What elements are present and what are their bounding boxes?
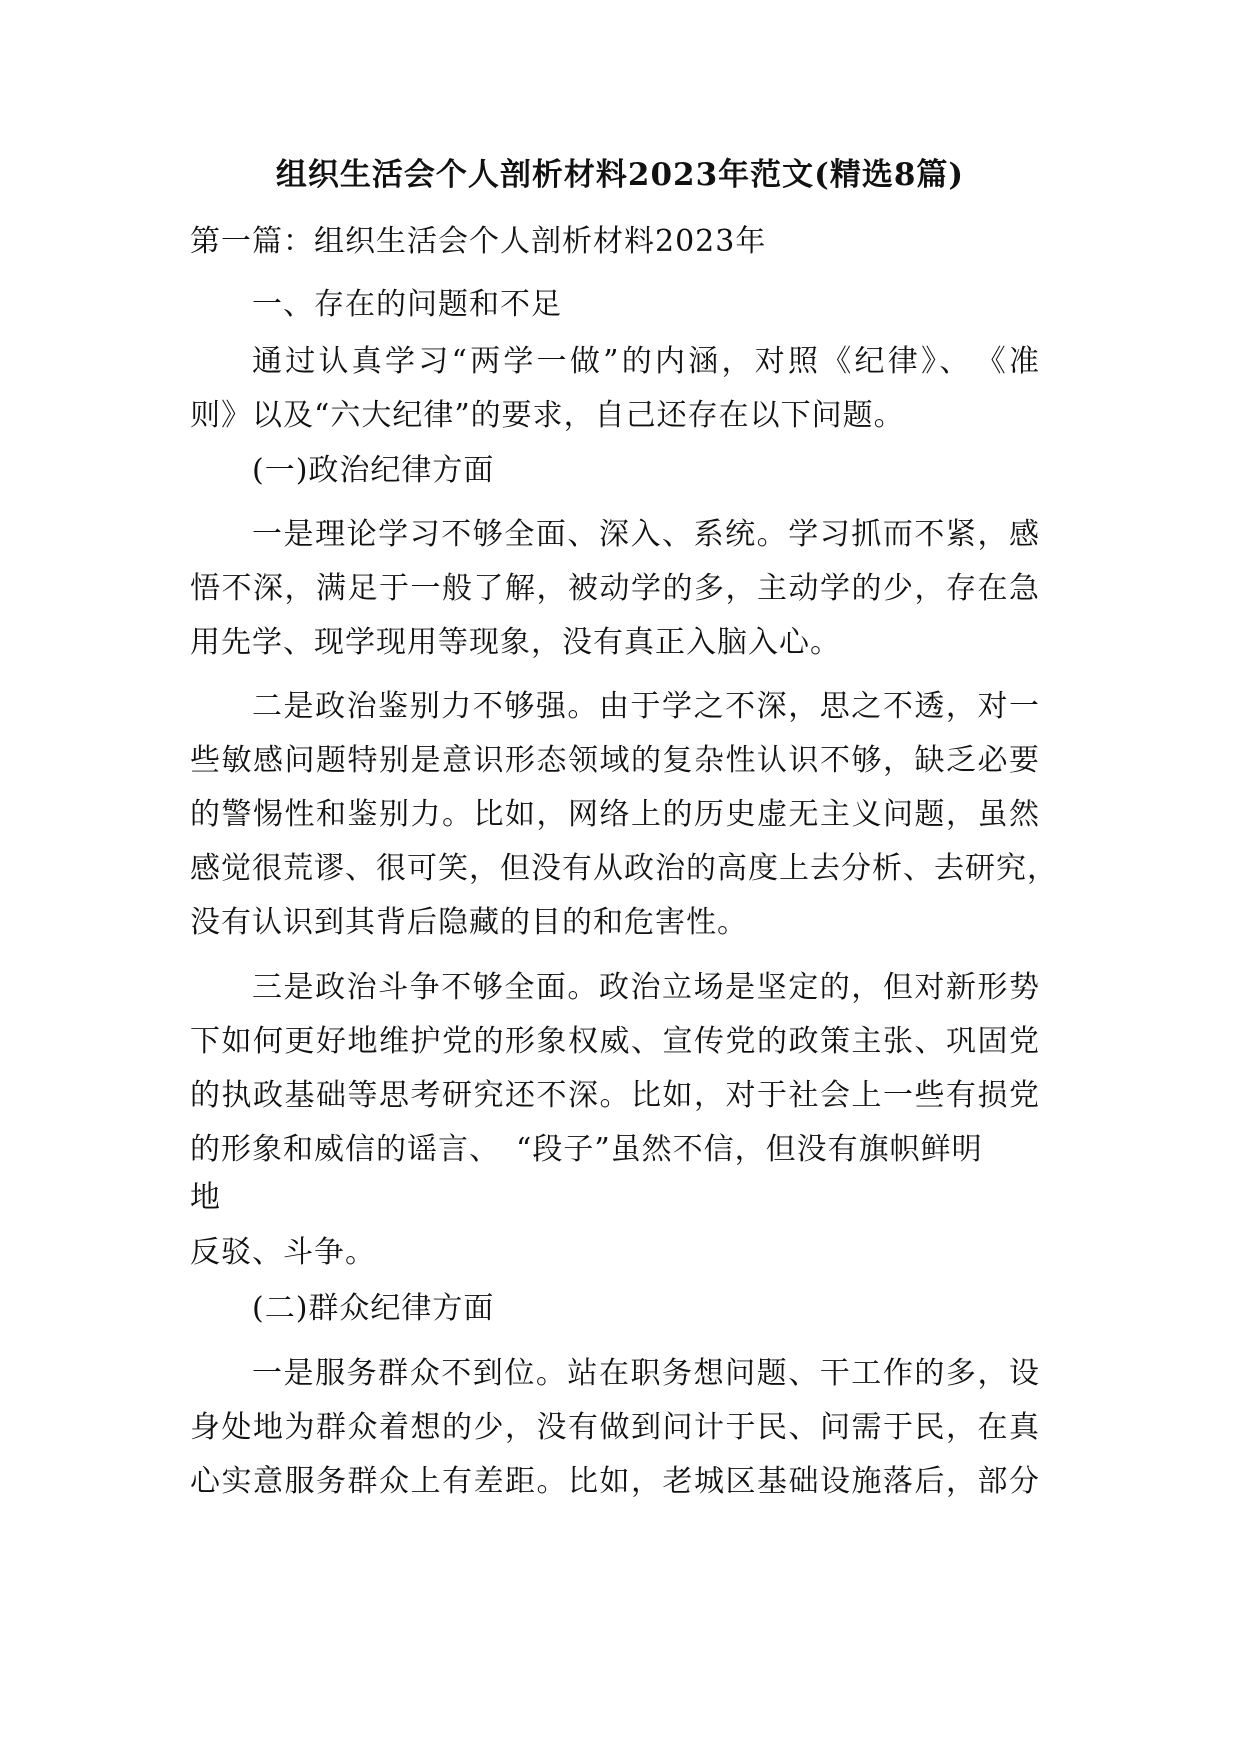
part-heading: 一、存在的问题和不足 bbox=[252, 287, 562, 322]
paragraph-1-line-2: 悟不深，满足于一般了解，被动学的多，主动学的少，存在急 bbox=[190, 571, 1040, 606]
paragraph-2-line-1: 二是政治鉴别力不够强。由于学之不深，思之不透，对一 bbox=[252, 689, 1040, 724]
paragraph-3-line-3: 的执政基础等思考研究还不深。比如，对于社会上一些有损党 bbox=[190, 1078, 1040, 1113]
paragraph-1-line-3: 用先学、现学现用等现象，没有真正入脑入心。 bbox=[190, 625, 841, 660]
paragraph-3-line-6: 反驳、斗争。 bbox=[190, 1235, 376, 1270]
paragraph-4-line-1: 一是服务群众不到位。站在职务想问题、干工作的多，设 bbox=[252, 1356, 1040, 1391]
paragraph-3-line-5: 地 bbox=[190, 1180, 221, 1215]
paragraph-3-line-4: 的形象和威信的谣言、 “段子”虽然不信，但没有旗帜鲜明 bbox=[190, 1132, 983, 1167]
paragraph-4-line-2: 身处地为群众着想的少，没有做到问计于民、问需于民，在真 bbox=[190, 1410, 1040, 1445]
paragraph-3-line-1: 三是政治斗争不够全面。政治立场是坚定的，但对新形势 bbox=[252, 970, 1040, 1005]
paragraph-2-line-2: 些敏感问题特别是意识形态领域的复杂性认识不够，缺乏必要 bbox=[190, 743, 1040, 778]
intro-line-1: 通过认真学习“两学一做”的内涵，对照《纪律》、 《准 bbox=[252, 344, 1040, 379]
paragraph-4-line-3: 心实意服务群众上有差距。比如，老城区基础设施落后，部分 bbox=[190, 1464, 1040, 1499]
paragraph-2-line-3: 的警惕性和鉴别力。比如，网络上的历史虚无主义问题，虽然 bbox=[190, 797, 1040, 832]
paragraph-2-line-4: 感觉很荒谬、很可笑，但没有从政治的高度上去分析、去研究， bbox=[190, 851, 1058, 886]
paragraph-3-line-2: 下如何更好地维护党的形象权威、宣传党的政策主张、巩固党 bbox=[190, 1024, 1040, 1059]
subsection-heading-1: (一)政治纪律方面 bbox=[252, 453, 495, 488]
section-heading: 第一篇：组织生活会个人剖析材料2023年 bbox=[190, 224, 767, 259]
subsection-heading-2: (二)群众纪律方面 bbox=[252, 1291, 495, 1326]
paragraph-2-line-5: 没有认识到其背后隐藏的目的和危害性。 bbox=[190, 905, 748, 940]
paragraph-1-line-1: 一是理论学习不够全面、深入、系统。学习抓而不紧，感 bbox=[252, 517, 1040, 552]
document-title: 组织生活会个人剖析材料2023年范文(精选8篇) bbox=[275, 157, 965, 193]
intro-line-2: 则》以及“六大纪律”的要求，自己还存在以下问题。 bbox=[190, 398, 905, 433]
